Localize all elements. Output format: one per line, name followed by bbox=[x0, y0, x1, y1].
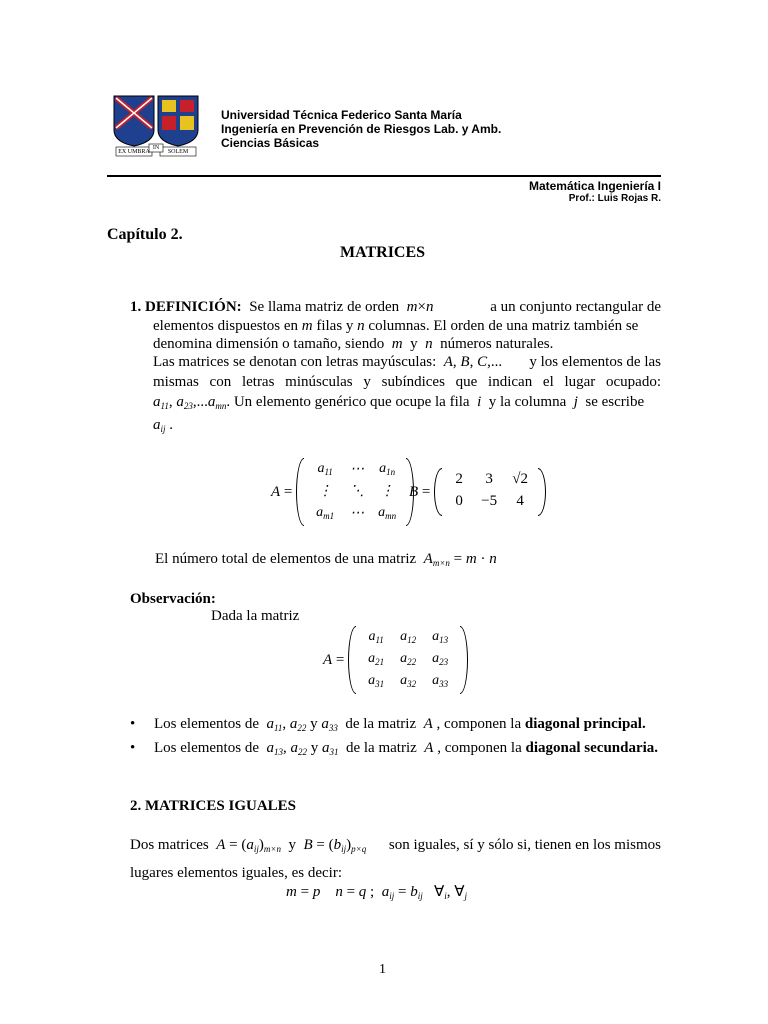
definition-line-6: $a_{11}$, $a_{23},...a_{mn}$. Un elemento genérico que ocupe la fila i y la columna j se escribe bbox=[153, 394, 645, 411]
definition-heading: 1. DEFINICIÓN: bbox=[130, 299, 242, 315]
department-name: Ingeniería en Prevención de Riesgos Lab. y Amb. bbox=[221, 122, 502, 136]
chapter-label: Capítulo 2. bbox=[107, 226, 183, 243]
university-name: Universidad Técnica Federico Santa María bbox=[221, 108, 462, 122]
crest-motto-left: EX UMBRA bbox=[118, 149, 150, 155]
matrix-a-generic: A = $a_{11}$ ⋯ $a_{1n}$ ⋮ ⋱ ⋮ $a_{m1}$ ⋯ $a_{mn}$ bbox=[271, 458, 414, 526]
observation-text: Dada la matriz bbox=[211, 608, 300, 624]
course-name: Matemática Ingeniería I bbox=[528, 179, 661, 193]
bullet-diagonal-principal: • Los elementos de $a_{11}$, $a_{22}$ y $a_{33}$ de la matriz A , componen la diagonal principal. bbox=[130, 716, 646, 733]
professor-name: Prof.: Luis Rojas R. bbox=[568, 193, 661, 204]
crest-motto-right: SOLEM bbox=[167, 149, 189, 155]
definition-line-2: elementos dispuestos en m filas y n columnas. El orden de una matriz también se bbox=[153, 318, 639, 334]
chapter-title: MATRICES bbox=[340, 244, 426, 261]
definition-line-3: denomina dimensión o tamaño, siendo m y n números naturales. bbox=[153, 336, 554, 352]
definition-line-1: 1. DEFINICIÓN: Se llama matriz de orden m×n a un conjunto rectangular de bbox=[130, 299, 661, 315]
crest-motto-mid: IN bbox=[152, 145, 160, 151]
matrix-b: B = 2 3 √2 0 −5 4 bbox=[409, 468, 546, 516]
total-elements-line: El número total de elementos de una matriz $A_{m\times n} = m \cdot n$ bbox=[155, 551, 497, 568]
header-rule bbox=[107, 175, 661, 177]
area-name: Ciencias Básicas bbox=[221, 136, 320, 150]
definition-line-5: mismas con letras minúsculas y subíndices que indican el lugar ocupado: bbox=[153, 374, 661, 390]
generic-element: $a_{ij}$ . bbox=[153, 417, 174, 434]
definition-line-4: Las matrices se denotan con letras mayúsculas: A, B, C,... y los elementos de las bbox=[153, 354, 661, 370]
bullet-diagonal-secundaria: • Los elementos de $a_{13}$, $a_{22}$ y $a_{31}$ de la matriz A , componen la diagonal secundaria. bbox=[130, 740, 659, 757]
university-crest bbox=[110, 94, 202, 164]
section2-line-1: Dos matrices $A = (a_{ij})_{m\times n}$ y $B = (b_{ij})_{p\times q}$ son iguales, sí y sólo si, tienen en los mismos bbox=[130, 837, 661, 854]
section2-line-2: lugares elementos iguales, es decir: bbox=[130, 865, 343, 881]
page-number: 1 bbox=[379, 962, 386, 977]
observation-heading: Observación: bbox=[130, 591, 216, 607]
section2-heading: 2. MATRICES IGUALES bbox=[130, 798, 297, 814]
matrix-a-3x3: A = $a_{11}$ $a_{12}$ $a_{13}$ $a_{21}$ $a_{22}$ $a_{23}$ $a_{31}$ $a_{32}$ $a_{33}$ bbox=[323, 626, 468, 694]
equality-conditions: m = p n = q ; $a_{ij} = b_{ij}$ $\forall_i$, $\forall_j$ bbox=[286, 884, 468, 901]
